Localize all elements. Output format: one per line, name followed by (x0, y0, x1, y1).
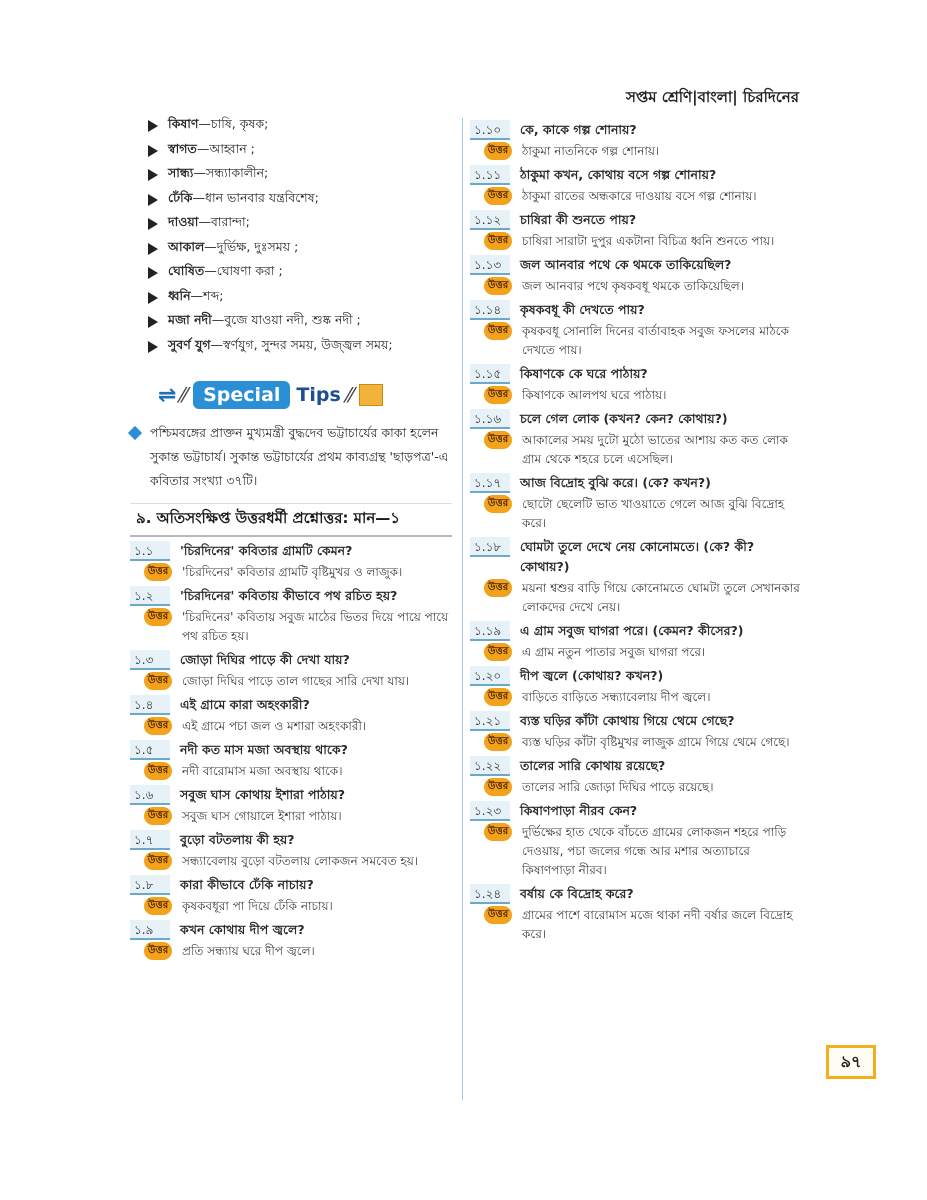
answer (470, 322, 802, 360)
question (470, 711, 802, 731)
answer (470, 232, 802, 251)
answer-text: এ গ্রাম নতুন পাতার সবুজ ঘাগরা পরে। (522, 645, 706, 659)
answer (470, 688, 802, 707)
glossary-term: আকাল (168, 238, 205, 254)
left-column (130, 116, 452, 961)
glossary-term: সান্ধ্য (168, 165, 194, 180)
glossary-item (130, 190, 452, 215)
answer (470, 495, 802, 533)
question (470, 666, 802, 686)
answer-badge-icon: উত্তর (484, 906, 512, 924)
answer-text: ঠাকুমা নাতনিকে গল্প শোনায়। (522, 144, 660, 158)
question-text: দীপ জ্বলে (কোথায়? কখন?) (520, 668, 664, 683)
question-number: ১.৪ (130, 695, 170, 715)
answer-badge-icon: উত্তর (484, 322, 512, 340)
answer (470, 823, 802, 880)
answer (130, 897, 452, 916)
glossary-term: ঢেঁকি (168, 189, 193, 205)
left-qa-list (130, 541, 452, 961)
answer-text: কৃষকবধূরা পা দিয়ে ঢেঁকি নাচায়। (182, 899, 333, 913)
triangle-bullet-icon (148, 243, 158, 255)
answer-badge-icon: উত্তর (144, 942, 172, 960)
answer (470, 579, 802, 617)
question-number: ১.১৬ (470, 409, 510, 429)
glossary-term: ধ্বনি (168, 287, 191, 303)
question-text: ঠাকুমা কখন, কোথায় বসে গল্প শোনায়? (520, 167, 717, 182)
question-number: ১.১৯ (470, 621, 510, 641)
triangle-bullet-icon (148, 341, 158, 353)
question-number: ১.১০ (470, 120, 510, 140)
qa-item (130, 920, 452, 961)
question (470, 364, 802, 384)
answer-badge-icon: উত্তর (484, 643, 512, 661)
slash-lines-icon: ⁄⁄ (180, 383, 188, 407)
question (470, 210, 802, 230)
question (470, 801, 802, 821)
question-number: ১.২১ (470, 711, 510, 731)
question (130, 920, 452, 940)
page-header: সপ্তম শ্রেণি|বাংলা| চিরদিনের (625, 88, 799, 106)
question-number: ১.২২ (470, 756, 510, 776)
answer-badge-icon: উত্তর (144, 897, 172, 915)
glossary-term: স্বাগত (168, 140, 197, 156)
question-text: নদী কত মাস মজা অবস্থায় থাকে? (180, 742, 348, 757)
qa-item (130, 695, 452, 736)
glossary-item (130, 239, 452, 264)
folder-icon (359, 384, 383, 406)
question (470, 473, 802, 493)
qa-item (470, 666, 802, 707)
question (470, 409, 802, 429)
glossary-item (130, 337, 452, 362)
answer (470, 142, 802, 161)
arrow-icon: ⇌ (158, 382, 177, 408)
question-text: 'চিরদিনের' কবিতায় কীভাবে পথ রচিত হয়? (180, 588, 398, 603)
triangle-bullet-icon (148, 218, 158, 230)
glossary-term: মজা নদী (168, 312, 212, 327)
answer (470, 778, 802, 797)
glossary-meaning: —ঘোষণা করা ; (204, 263, 283, 278)
qa-item (470, 537, 802, 617)
answer-badge-icon: উত্তর (144, 563, 172, 581)
triangle-bullet-icon (148, 316, 158, 328)
answer (130, 563, 452, 582)
question-number: ১.১ (130, 541, 170, 561)
answer-text: 'চিরদিনের' কবিতায় সবুজ মাঠের ভিতর দিয়ে পায়ে পায়ে পথ রচিত হয়। (182, 610, 449, 643)
tips-label: Tips (296, 384, 341, 406)
answer-badge-icon: উত্তর (144, 672, 172, 690)
page-number: ৯৭ (826, 1045, 876, 1079)
triangle-bullet-icon (148, 194, 158, 206)
answer-text: কৃষকবধূ সোনালি দিনের বার্তাবাহক সবুজ ফসলের মাঠকে দেখতে পায়। (522, 324, 789, 357)
answer-text: 'চিরদিনের' কবিতার গ্রামটি বৃষ্টিমুখর ও লাজুক। (182, 565, 403, 579)
question-number: ১.১৪ (470, 300, 510, 320)
question-text: কৃষকবধূ কী দেখতে পায়? (520, 302, 645, 317)
question-text: বর্ষায় কে বিদ্রোহ করে? (520, 886, 634, 901)
answer (470, 733, 802, 752)
answer (470, 187, 802, 206)
question (470, 884, 802, 904)
answer-text: গ্রামের পাশে বারোমাস মজে থাকা নদী বর্ষার জলে বিদ্রোহ করে। (522, 908, 793, 941)
answer (130, 762, 452, 781)
question-number: ১.৮ (130, 875, 170, 895)
question (470, 300, 802, 320)
question-text: আজ বিদ্রোহ বুঝি করে। (কে? কখন?) (520, 475, 711, 490)
qa-item (130, 541, 452, 582)
qa-item (470, 711, 802, 752)
question (470, 756, 802, 776)
question (470, 621, 802, 641)
qa-item (130, 830, 452, 871)
special-label: Special (193, 381, 290, 409)
answer (130, 942, 452, 961)
triangle-bullet-icon (148, 120, 158, 132)
glossary-term: ঘোষিত (168, 263, 205, 278)
glossary-meaning: —সন্ধ্যাকালীন; (193, 165, 269, 180)
qa-item (130, 740, 452, 781)
question-text: 'চিরদিনের' কবিতার গ্রামটি কেমন? (180, 543, 353, 558)
glossary-item (130, 288, 452, 313)
glossary-item (130, 214, 452, 239)
answer-badge-icon: উত্তর (144, 608, 172, 626)
question (130, 650, 452, 670)
question-text: চলে গেল লোক (কখন? কেন? কোথায়?) (520, 411, 728, 426)
qa-item (470, 165, 802, 206)
special-tips-banner (158, 375, 452, 415)
answer-text: জোড়া দিঘির পাড়ে তাল গাছের সারি দেখা যায়। (182, 674, 410, 688)
answer (130, 608, 452, 646)
question (130, 695, 452, 715)
question-text: কে, কাকে গল্প শোনায়? (520, 122, 637, 137)
question-number: ১.৩ (130, 650, 170, 670)
right-column (470, 116, 802, 944)
question-number: ১.১১ (470, 165, 510, 185)
answer-text: আকালের সময় দুটো মুঠো ভাতের আশায় কত কত লোক গ্রাম থেকে শহরে চলে এসেছিল। (522, 433, 788, 466)
answer (470, 431, 802, 469)
question (130, 740, 452, 760)
column-divider (462, 118, 463, 1100)
answer (130, 807, 452, 826)
answer-badge-icon: উত্তর (484, 579, 512, 597)
qa-item (130, 875, 452, 916)
answer-text: প্রতি সন্ধ্যায় ঘরে দীপ জ্বলে। (182, 944, 315, 958)
answer-badge-icon: উত্তর (484, 778, 512, 796)
qa-item (130, 650, 452, 691)
question-number: ১.২৪ (470, 884, 510, 904)
question-text: কিষাণকে কে ঘরে পাঠায়? (520, 366, 648, 381)
answer (130, 852, 452, 871)
answer-text: জল আনবার পথে কৃষকবধূ থমকে তাকিয়েছিল। (522, 279, 745, 293)
answer-text: দুর্ভিক্ষের হাত থেকে বাঁচতে গ্রামের লোকজন শহরে পাড়ি দেওয়ায়, পচা জলের গন্ধে আর মশার অত্যাচারে কিষাণপাড়া নীরব। (522, 825, 787, 877)
answer-text: ময়না শ্বশুর বাড়ি গিয়ে কোনোমতে ঘোমটা তুলে সেখানকার লোকদের দেখে নেয়। (522, 581, 800, 614)
question-number: ১.১৫ (470, 364, 510, 384)
glossary-term: কিষাণ (168, 116, 199, 131)
qa-item (130, 586, 452, 646)
answer-badge-icon: উত্তর (484, 495, 512, 513)
question-number: ১.২০ (470, 666, 510, 686)
question-number: ১.৬ (130, 785, 170, 805)
glossary-item (130, 312, 452, 337)
tip-paragraph (130, 421, 452, 493)
triangle-bullet-icon (148, 169, 158, 181)
question-text: এই গ্রামে কারা অহংকারী? (180, 697, 310, 712)
qa-item (470, 120, 802, 161)
answer-text: কিষাণকে আলপথ ঘরে পাঠায়। (522, 388, 667, 402)
answer-text: চাষিরা সারাটা দুপুর একটানা বিচিত্র ধ্বনি শুনতে পায়। (522, 234, 775, 248)
qa-item (470, 300, 802, 360)
qa-item (470, 473, 802, 533)
answer-badge-icon: উত্তর (484, 386, 512, 404)
answer (130, 672, 452, 691)
qa-item (470, 801, 802, 880)
question-number: ১.৭ (130, 830, 170, 850)
triangle-bullet-icon (148, 145, 158, 157)
glossary-meaning: —চাষি, কৃষক; (198, 116, 269, 131)
glossary-item (130, 116, 452, 141)
answer (470, 643, 802, 662)
glossary-meaning: —শব্দ; (190, 287, 224, 303)
qa-item (470, 621, 802, 662)
question (130, 875, 452, 895)
glossary-item (130, 263, 452, 288)
answer-text: ব্যস্ত ঘড়ির কাঁটা বৃষ্টিমুখর লাজুক গ্রামে গিয়ে থেমে গেছে। (522, 735, 790, 749)
question (130, 785, 452, 805)
question-text: চাষিরা কী শুনতে পায়? (520, 212, 637, 227)
question-number: ১.২৩ (470, 801, 510, 821)
glossary-meaning: —দুর্ভিক্ষ, দুঃসময় ; (204, 238, 299, 254)
answer-badge-icon: উত্তর (144, 807, 172, 825)
answer-badge-icon: উত্তর (484, 733, 512, 751)
answer-badge-icon: উত্তর (484, 688, 512, 706)
glossary-term: সুবর্ণ যুগ (168, 336, 211, 352)
question-text: ঘোমটা তুলে দেখে নেয় কোনোমতে। (কে? কী? কোথায়?) (520, 539, 755, 574)
question (470, 537, 802, 577)
qa-item (470, 364, 802, 405)
glossary-term: দাওয়া (168, 214, 199, 229)
answer-text: এই গ্রামে পচা জল ও মশারা অহংকারী। (182, 719, 367, 733)
answer-text: সবুজ ঘাস গোয়ালে ইশারা পাঠায়। (182, 809, 342, 823)
answer-badge-icon: উত্তর (484, 277, 512, 295)
glossary-meaning: —বারান্দা; (198, 214, 250, 229)
question-text: ব্যস্ত ঘড়ির কাঁটা কোথায় গিয়ে থেমে গেছে? (520, 713, 735, 728)
answer-badge-icon: উত্তর (144, 852, 172, 870)
question-text: কখন কোথায় দীপ জ্বলে? (180, 922, 305, 937)
answer-badge-icon: উত্তর (484, 142, 512, 160)
answer-badge-icon: উত্তর (484, 187, 512, 205)
answer-text: তালের সারি জোড়া দিঘির পাড়ে রয়েছে। (522, 780, 714, 794)
answer-text: বাড়িতে বাড়িতে সন্ধ্যাবেলায় দীপ জ্বলে। (522, 690, 711, 704)
question-number: ১.১৭ (470, 473, 510, 493)
question-text: কারা কীভাবে ঢেঁকি নাচায়? (180, 877, 314, 892)
answer (130, 717, 452, 736)
answer-text: ছোটো ছেলেটি ভাত খাওয়াতে গেলে আজ বুঝি বিদ্রোহ করে। (522, 497, 785, 530)
answer-badge-icon: উত্তর (484, 232, 512, 250)
answer-text: নদী বারোমাস মজা অবস্থায় থাকে। (182, 764, 343, 778)
question (470, 255, 802, 275)
answer-badge-icon: উত্তর (484, 823, 512, 841)
qa-item (470, 210, 802, 251)
triangle-bullet-icon (148, 267, 158, 279)
question-text: তালের সারি কোথায় রয়েছে? (520, 758, 666, 773)
question-text: বুড়ো বটতলায় কী হয়? (180, 832, 295, 847)
answer-badge-icon: উত্তর (144, 717, 172, 735)
question (130, 541, 452, 561)
question-text: কিষাণপাড়া নীরব কেন? (520, 803, 638, 818)
qa-item (470, 756, 802, 797)
question-text: জল আনবার পথে কে থমকে তাকিয়েছিল? (520, 257, 732, 272)
question-number: ১.১৮ (470, 537, 510, 557)
glossary-item (130, 141, 452, 166)
answer (470, 386, 802, 405)
answer-text: ঠাকুমা রাতের অন্ধকারে দাওয়ায় বসে গল্প শোনায়। (522, 189, 757, 203)
glossary-meaning: —স্বর্ণযুগ, সুন্দর সময়, উজ্জ্বল সময়; (210, 336, 393, 352)
question (470, 120, 802, 140)
answer (470, 906, 802, 944)
question-number: ১.২ (130, 586, 170, 606)
answer-text: সন্ধ্যাবেলায় বুড়ো বটতলায় লোকজন সমবেত হয়। (182, 854, 419, 868)
glossary-list (130, 116, 452, 361)
question-number: ১.৯ (130, 920, 170, 940)
qa-item (130, 785, 452, 826)
question-number: ১.১৩ (470, 255, 510, 275)
glossary-meaning: —বুজে যাওয়া নদী, শুষ্ক নদী ; (211, 312, 361, 327)
qa-item (470, 884, 802, 944)
slash-lines-icon: ⁄⁄ (346, 383, 354, 407)
question-text: জোড়া দিঘির পাড়ে কী দেখা যায়? (180, 652, 350, 667)
answer (470, 277, 802, 296)
question-text: সবুজ ঘাস কোথায় ইশারা পাঠায়? (180, 787, 345, 802)
question-number: ১.৫ (130, 740, 170, 760)
question-text: এ গ্রাম সবুজ ঘাগরা পরে। (কেমন? কীসের?) (520, 623, 744, 638)
question (470, 165, 802, 185)
qa-item (470, 409, 802, 469)
answer-badge-icon: উত্তর (144, 762, 172, 780)
qa-item (470, 255, 802, 296)
tip-text: পশ্চিমবঙ্গের প্রাক্তন মুখ্যমন্ত্রী বুদ্ধদেব ভট্টাচার্যের কাকা হলেন সুকান্ত ভট্টাচার্য। সুকান্ত ভট্টাচার্যের প্রথম কাব্যগ্রন্থ 'ছাড়পত্র'-এ কবিতার সংখ্যা ৩৭টি। (150, 425, 449, 488)
glossary-meaning: —আহ্বান ; (196, 140, 255, 156)
section-heading: ৯. অতিসংক্ষিপ্ত উত্তরধর্মী প্রশ্নোত্তর: মান—১ (130, 503, 452, 537)
glossary-meaning: —ধান ভানবার যন্ত্রবিশেষ; (192, 189, 319, 205)
diamond-bullet-icon (128, 426, 142, 440)
question (130, 830, 452, 850)
triangle-bullet-icon (148, 292, 158, 304)
right-qa-list (470, 120, 802, 944)
question (130, 586, 452, 606)
question-number: ১.১২ (470, 210, 510, 230)
glossary-item (130, 165, 452, 190)
answer-badge-icon: উত্তর (484, 431, 512, 449)
